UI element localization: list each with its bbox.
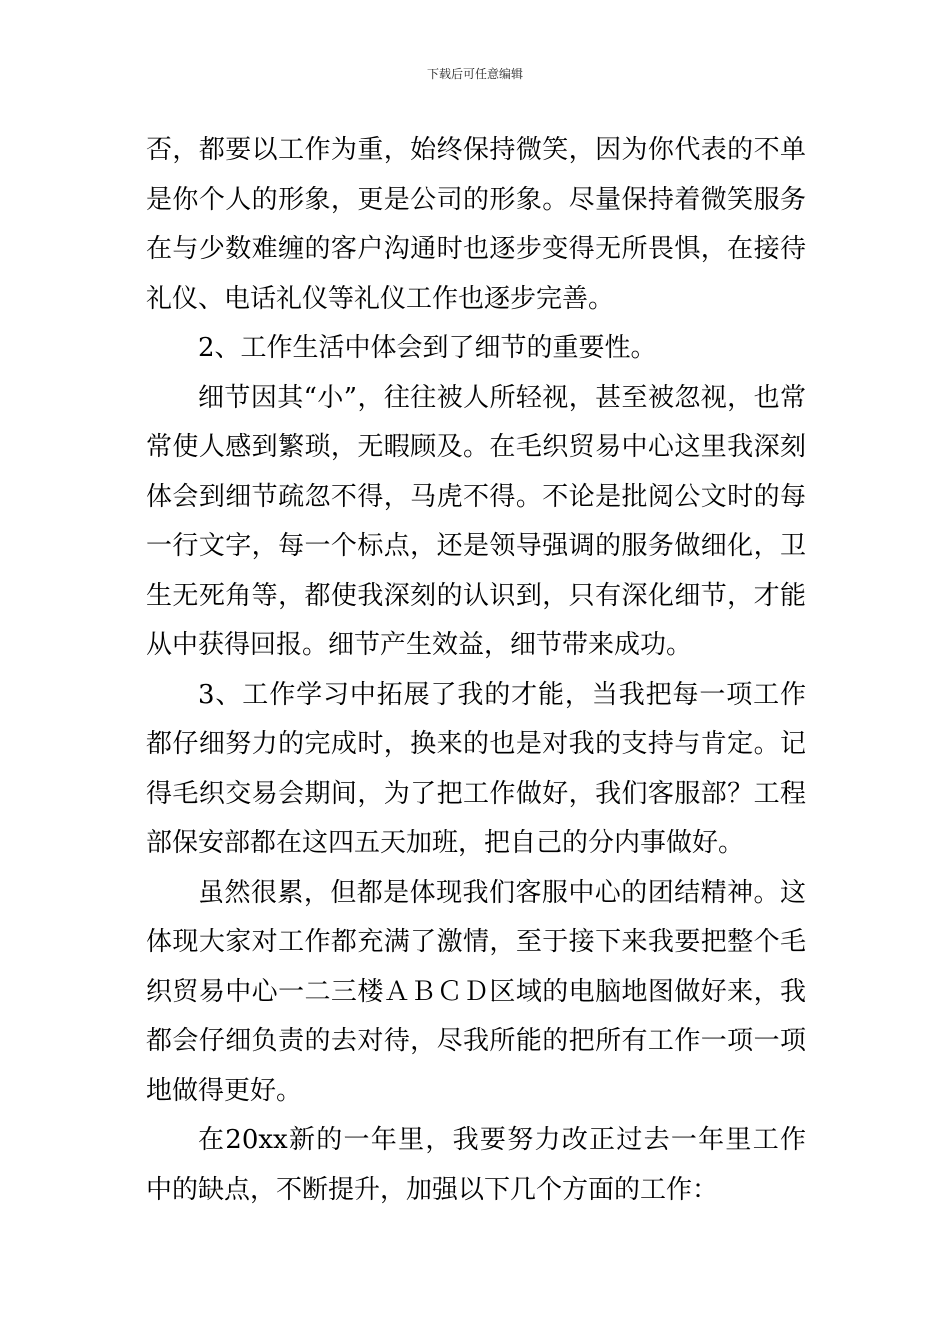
page-header: 下载后可任意编辑 [426,67,523,81]
paragraph-5: 虽然很累，但都是体现我们客服中心的团结精神。这体现大家对工作都充满了激情，至于接下来我要把整个毛织贸易中心一二三楼ＡＢＣＤ区域的电脑地图做好来，我都会仔细负责的去对待，尽我所能的把所有工作一项一项地做得更好。 [146,877,806,1106]
paragraph-2: 2、工作生活中体会到了细节的重要性。 [198,333,657,363]
paragraph-3: 细节因其“小”，往往被人所轻视，甚至被忽视，也常常使人感到繁琐，无暇顾及。在毛织贸易中心这里我深刻体会到细节疏忽不得，马虎不得。不论是批阅公文时的每一行文字，每一个标点，还是领导强调的服务做细化，卫生无死角等，都使我深刻的认识到，只有深化细节，才能从中获得回报。细节产生效益，细节带来成功。 [146,382,806,660]
paragraph-1: 否，都要以工作为重，始终保持微笑，因为你代表的不单是你个人的形象，更是公司的形象。尽量保持着微笑服务在与少数难缠的客户沟通时也逐步变得无所畏惧，在接待礼仪、电话礼仪等礼仪工作也逐步完善。 [146,135,806,314]
document-body [146,126,806,1215]
paragraph-4: 3、工作学习中拓展了我的才能，当我把每一项工作都仔细努力的完成时，换来的也是对我的支持与肯定。记得毛织交易会期间，为了把工作做好，我们客服部？工程部保安部都在这四五天加班，把自己的分内事做好。 [146,679,806,858]
paragraph-6: 在20xx新的一年里，我要努力改正过去一年里工作中的缺点，不断提升，加强以下几个方面的工作： [146,1125,806,1205]
